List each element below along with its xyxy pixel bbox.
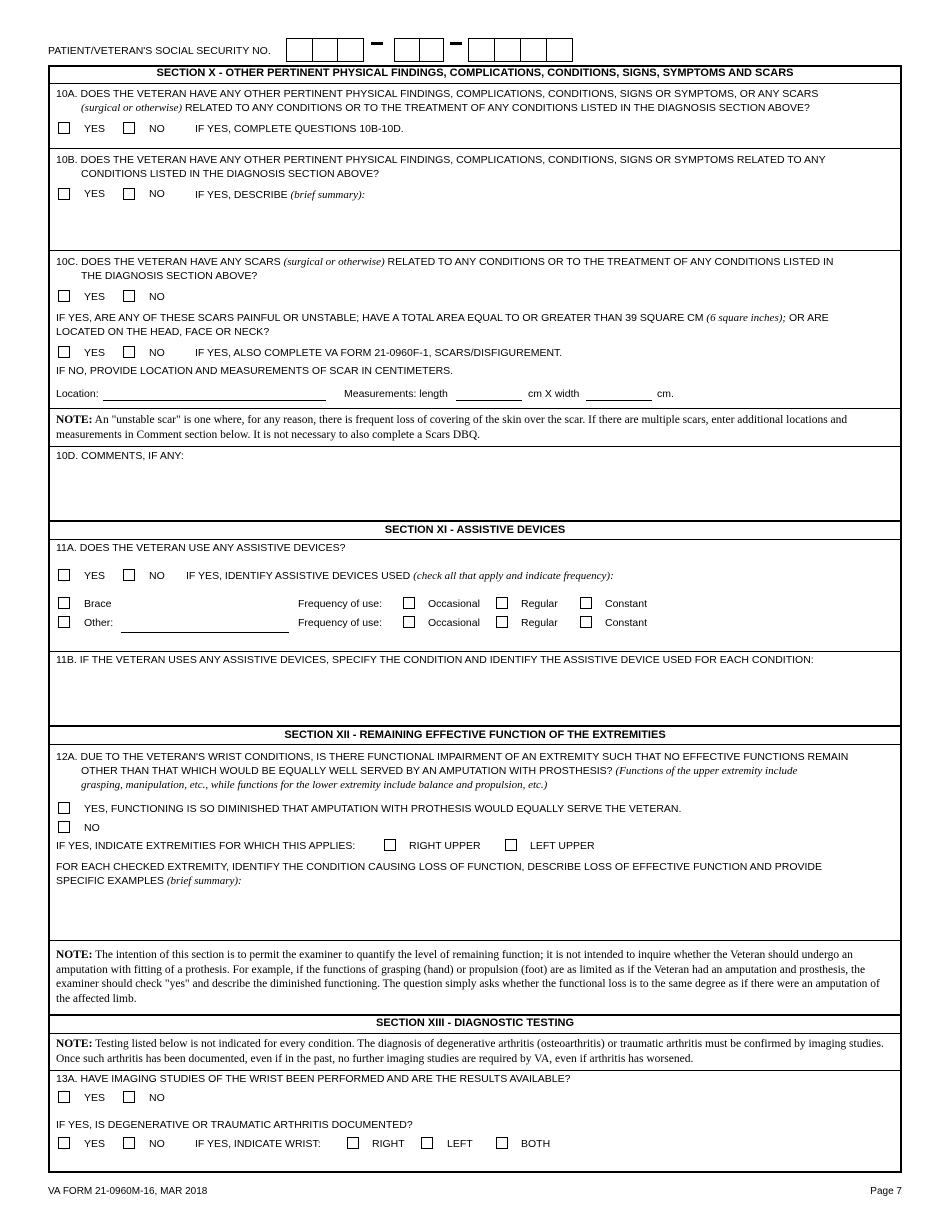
ssn-dash-2 [450, 42, 462, 45]
section-x-title: SECTION X - OTHER PERTINENT PHYSICAL FINDINGS, COMPLICATIONS, CONDITIONS, SIGNS, SYMPTOMS AND SCARS [156, 67, 794, 79]
q10c-painful-line2: LOCATED ON THE HEAD, FACE OR NECK? [56, 326, 270, 338]
q10c-no-checkbox[interactable] [123, 290, 135, 302]
testing-note: NOTE: Testing listed below is not indicated for every condition. The diagnosis of degenerative arthritis (osteoarthritis) or traumatic arthritis must be confirmed by imaging studies. Once such arthritis has been documented, even if in the past, no further imaging studies are required by VA, even if arthritis has worsened. [56, 1038, 884, 1065]
other-constant-checkbox[interactable] [580, 616, 592, 628]
q10a-no-label: NO [149, 123, 165, 135]
q12a-yes-checkbox[interactable] [58, 802, 70, 814]
other-regular-label: Regular [521, 617, 558, 629]
q10a-no-checkbox[interactable] [123, 122, 135, 134]
q10b-yes-checkbox[interactable] [58, 188, 70, 200]
wrist-left-label: LEFT [447, 1138, 473, 1150]
brace-checkbox[interactable] [58, 597, 70, 609]
function-note: NOTE: The intention of this section is to permit the examiner to quantify the level of remaining function; it is not intended to inquire whether the Veteran should undergo an amputation with fitting of a prothesis. For example, if the functions of grasping (hand) or propulsion (foot) are as limited as if the Veteran had an amputation and prosthesis, the examiner should check "yes" and describe the diminished functioning. The question simply asks whether the functional loss is to the same degree as if there were an amputation of the affected limb. [56, 949, 880, 1005]
q10c-painful-no-label: NO [149, 347, 165, 359]
divider [48, 1070, 902, 1071]
q10c-ifno: IF NO, PROVIDE LOCATION AND MEASUREMENTS OF SCAR IN CENTIMETERS. [56, 365, 454, 377]
divider [48, 1033, 902, 1034]
other-device-checkbox[interactable] [58, 616, 70, 628]
q10b-ifyes: IF YES, DESCRIBE (brief summary): [195, 189, 366, 201]
q11a-yes-label: YES [84, 570, 106, 582]
divider [48, 744, 902, 745]
extremities-label: IF YES, INDICATE EXTREMITIES FOR WHICH THIS APPLIES: [56, 840, 356, 852]
wrist-left-checkbox[interactable] [421, 1137, 433, 1149]
arthritis-no-checkbox[interactable] [123, 1137, 135, 1149]
left-upper-label: LEFT UPPER [530, 840, 595, 852]
divider [48, 148, 902, 149]
q12a-no-label: NO [84, 822, 100, 834]
q11a-text: 11A. DOES THE VETERAN USE ANY ASSISTIVE DEVICES? [56, 542, 346, 554]
q10a-text-line2: (surgical or otherwise) RELATED TO ANY CONDITIONS OR TO THE TREATMENT OF ANY CONDITIONS LISTED IN THE DIAGNOSIS SECTION ABOVE? [81, 102, 810, 114]
scar-note: NOTE: An "unstable scar" is one where, for any reason, there is frequent loss of covering of the skin over the scar. If there are multiple scars, enter additional locations and measurements in Comment section below. It is not necessary to also complete a Scars DBQ. [56, 414, 848, 441]
section-divider [48, 725, 902, 727]
q10b-no-checkbox[interactable] [123, 188, 135, 200]
location-label: Location: [56, 388, 99, 400]
ssn-dash-1 [371, 42, 383, 45]
wrist-right-checkbox[interactable] [347, 1137, 359, 1149]
each-checked-text-line2: SPECIFIC EXAMPLES (brief summary): [56, 875, 242, 887]
brace-label: Brace [84, 598, 112, 610]
wrist-both-checkbox[interactable] [496, 1137, 508, 1149]
width-input[interactable] [586, 400, 652, 401]
q10a-yes-checkbox[interactable] [58, 122, 70, 134]
cm-label: cm. [657, 388, 674, 400]
other-occasional-checkbox[interactable] [403, 616, 415, 628]
q10c-no-label: NO [149, 291, 165, 303]
q10a-ifyes: IF YES, COMPLETE QUESTIONS 10B-10D. [195, 123, 404, 135]
divider [48, 539, 902, 540]
form-id: VA FORM 21-0960M-16, MAR 2018 [48, 1186, 208, 1197]
q10c-painful-yes-checkbox[interactable] [58, 346, 70, 358]
ssn-part-2-input[interactable] [394, 38, 444, 62]
q10a-text: 10A. DOES THE VETERAN HAVE ANY OTHER PERTINENT PHYSICAL FINDINGS, COMPLICATIONS, CONDITIONS, SIGNS OR SYMPTOMS, OR ANY SCARS [56, 88, 819, 100]
q11a-no-checkbox[interactable] [123, 569, 135, 581]
q10c-yes-checkbox[interactable] [58, 290, 70, 302]
q10d-comments-field[interactable] [56, 464, 896, 518]
ssn-part-3-input[interactable] [468, 38, 573, 62]
divider [48, 940, 902, 941]
divider [48, 446, 902, 447]
q12a-text-line3: grasping, manipulation, etc., while functions for the lower extremity include balance and propulsion, etc.) [81, 779, 548, 791]
brace-frequency-label: Frequency of use: [298, 598, 383, 610]
brace-occasional-checkbox[interactable] [403, 597, 415, 609]
section-xiii-title: SECTION XIII - DIAGNOSTIC TESTING [375, 1017, 574, 1029]
q13a-text: 13A. HAVE IMAGING STUDIES OF THE WRIST BEEN PERFORMED AND ARE THE RESULTS AVAILABLE? [56, 1073, 571, 1085]
wrist-both-label: BOTH [521, 1138, 551, 1150]
arthritis-no-label: NO [149, 1138, 165, 1150]
brace-constant-label: Constant [605, 598, 648, 610]
divider [48, 250, 902, 251]
q11a-no-label: NO [149, 570, 165, 582]
q11a-yes-checkbox[interactable] [58, 569, 70, 581]
right-upper-label: RIGHT UPPER [409, 840, 481, 852]
q10c-painful-text: IF YES, ARE ANY OF THESE SCARS PAINFUL OR UNSTABLE; HAVE A TOTAL AREA EQUAL TO OR GREATER THAN 39 SQUARE CM (6 square inches); OR ARE [56, 312, 829, 324]
brace-regular-label: Regular [521, 598, 558, 610]
each-checked-text: FOR EACH CHECKED EXTREMITY, IDENTIFY THE CONDITION CAUSING LOSS OF FUNCTION, DESCRIBE LOSS OF EFFECTIVE FUNCTION AND PROVIDE [56, 861, 823, 873]
q10c-text: 10C. DOES THE VETERAN HAVE ANY SCARS (surgical or otherwise) RELATED TO ANY CONDITIONS OR TO THE TREATMENT OF ANY CONDITIONS LISTED IN [56, 256, 834, 268]
q12a-text: 12A. DUE TO THE VETERAN'S WRIST CONDITIONS, IS THERE FUNCTIONAL IMPAIRMENT OF AN EXTREMITY SUCH THAT NO EFFECTIVE FUNCTIONS REMAIN [56, 751, 849, 763]
q10c-painful-yes-label: YES [84, 347, 106, 359]
other-frequency-label: Frequency of use: [298, 617, 383, 629]
arthritis-yes-label: YES [84, 1138, 106, 1150]
location-input[interactable] [103, 400, 326, 401]
q13a-yes-label: YES [84, 1092, 106, 1104]
length-input[interactable] [456, 400, 522, 401]
section-xi-title: SECTION XI - ASSISTIVE DEVICES [384, 524, 566, 536]
q11a-ifyes: IF YES, IDENTIFY ASSISTIVE DEVICES USED (check all that apply and indicate frequency): [186, 570, 614, 582]
divider [48, 83, 902, 84]
q10c-painful-no-checkbox[interactable] [123, 346, 135, 358]
q12a-no-checkbox[interactable] [58, 821, 70, 833]
other-constant-label: Constant [605, 617, 648, 629]
right-upper-checkbox[interactable] [384, 839, 396, 851]
q10b-summary-field[interactable] [56, 206, 896, 248]
arthritis-question: IF YES, IS DEGENERATIVE OR TRAUMATIC ARTHRITIS DOCUMENTED? [56, 1119, 413, 1131]
q12a-yes-label: YES, FUNCTIONING IS SO DIMINISHED THAT AMPUTATION WITH PROTHESIS WOULD EQUALLY SERVE THE VETERAN. [84, 803, 682, 815]
q10b-text-line2: CONDITIONS LISTED IN THE DIAGNOSIS SECTION ABOVE? [81, 168, 379, 180]
other-regular-checkbox[interactable] [496, 616, 508, 628]
q10b-no-label: NO [149, 188, 165, 200]
divider [48, 408, 902, 409]
q10d-label: 10D. COMMENTS, IF ANY: [56, 450, 184, 462]
q12a-summary-field[interactable] [56, 892, 896, 936]
wrist-right-label: RIGHT [372, 1138, 405, 1150]
brace-regular-checkbox[interactable] [496, 597, 508, 609]
q10b-text: 10B. DOES THE VETERAN HAVE ANY OTHER PERTINENT PHYSICAL FINDINGS, COMPLICATIONS, CONDITIONS, SIGNS OR SYMPTOMS RELATED TO ANY [56, 154, 826, 166]
divider [48, 651, 902, 652]
q11b-field[interactable] [56, 668, 896, 724]
brace-constant-checkbox[interactable] [580, 597, 592, 609]
other-device-input[interactable] [121, 632, 289, 633]
page-number: Page 7 [870, 1186, 902, 1197]
q11b-text: 11B. IF THE VETERAN USES ANY ASSISTIVE DEVICES, SPECIFY THE CONDITION AND IDENTIFY THE ASSISTIVE DEVICE USED FOR EACH CONDITION: [56, 654, 814, 666]
other-occasional-label: Occasional [428, 617, 480, 629]
ssn-part-1-input[interactable] [286, 38, 364, 62]
q10c-ifyes: IF YES, ALSO COMPLETE VA FORM 21-0960F-1, SCARS/DISFIGUREMENT. [195, 347, 563, 359]
brace-occasional-label: Occasional [428, 598, 480, 610]
q10a-yes-label: YES [84, 123, 106, 135]
q10c-yes-label: YES [84, 291, 106, 303]
q10c-text-line2: THE DIAGNOSIS SECTION ABOVE? [81, 270, 258, 282]
q13a-yes-checkbox[interactable] [58, 1091, 70, 1103]
q13a-no-checkbox[interactable] [123, 1091, 135, 1103]
section-xii-title: SECTION XII - REMAINING EFFECTIVE FUNCTION OF THE EXTREMITIES [284, 729, 666, 741]
q12a-text-line2: OTHER THAN THAT WHICH WOULD BE EQUALLY WELL SERVED BY AN AMPUTATION WITH PROSTHESIS? (Functions of the upper extremity include [81, 765, 798, 777]
ssn-label: PATIENT/VETERAN'S SOCIAL SECURITY NO. [48, 45, 271, 57]
arthritis-yes-checkbox[interactable] [58, 1137, 70, 1149]
section-divider [48, 1014, 902, 1016]
other-device-label: Other: [84, 617, 114, 629]
left-upper-checkbox[interactable] [505, 839, 517, 851]
q13a-no-label: NO [149, 1092, 165, 1104]
section-divider [48, 520, 902, 522]
q10b-yes-label: YES [84, 188, 106, 200]
indicate-wrist-label: IF YES, INDICATE WRIST: [195, 1138, 321, 1150]
measurement-length-label: Measurements: length [344, 388, 448, 400]
cm-x-width-label: cm X width [528, 388, 580, 400]
